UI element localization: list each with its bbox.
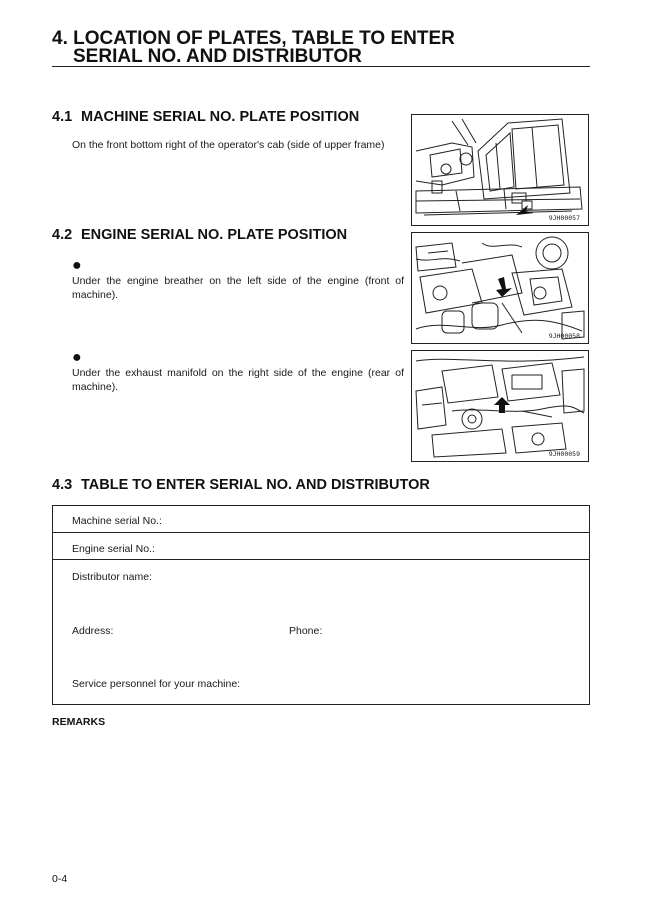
section-4-1-text: On the front bottom right of the operator's cab (side of upper frame): [72, 139, 385, 151]
service-personnel-label: Service personnel for your machine:: [72, 678, 241, 690]
title-rule: [52, 66, 590, 67]
bullet-item: [72, 349, 404, 394]
machine-serial-label: Machine serial No.:: [72, 515, 162, 527]
engine-breather-figure: [411, 232, 589, 344]
section-number: 4.3: [52, 477, 73, 493]
distributor-row: [53, 560, 589, 704]
section-title: ENGINE SERIAL NO. PLATE POSITION: [81, 227, 348, 243]
page-number: 0-4: [52, 873, 68, 885]
section-title: MACHINE SERIAL NO. PLATE POSITION: [81, 109, 360, 125]
exhaust-manifold-figure: [411, 350, 589, 462]
section-4-1-heading: [52, 109, 359, 125]
serial-distributor-table: [52, 505, 590, 705]
section-number: 4.2: [52, 227, 73, 243]
figure-code: 9JH00058: [548, 332, 580, 340]
phone-label: Phone:: [289, 625, 323, 637]
machine-serial-row: [53, 506, 589, 533]
engine-right-side-illustration: [412, 351, 588, 461]
chapter-title-line1: 4. LOCATION OF PLATES, TABLE TO ENTER: [52, 28, 455, 49]
machine-cab-illustration: [412, 115, 588, 225]
engine-serial-row: [53, 533, 589, 560]
address-label: Address:: [72, 625, 114, 637]
chapter-title: [52, 30, 455, 66]
bullet-dot-icon: ●: [72, 257, 82, 274]
engine-serial-label: Engine serial No.:: [72, 543, 155, 555]
engine-left-side-illustration: [412, 233, 588, 343]
section-4-3-heading: [52, 477, 430, 493]
bullet-text: Under the engine breather on the left side of the engine (front of machine).: [72, 275, 404, 301]
bullet-dot-icon: ●: [72, 349, 82, 366]
section-number: 4.1: [52, 109, 73, 125]
section-title: TABLE TO ENTER SERIAL NO. AND DISTRIBUTOR: [81, 477, 430, 493]
figure-code: 9JH00057: [548, 214, 580, 222]
remarks-label: REMARKS: [52, 716, 106, 728]
machine-plate-figure: [411, 114, 589, 226]
section-4-2-heading: [52, 227, 347, 243]
figure-code: 9JH00059: [548, 450, 580, 458]
bullet-text: Under the exhaust manifold on the right side of the engine (rear of machine).: [72, 367, 404, 393]
bullet-item: [72, 257, 404, 302]
chapter-title-line2: SERIAL NO. AND DISTRIBUTOR: [73, 46, 362, 67]
distributor-label: Distributor name:: [72, 571, 152, 583]
